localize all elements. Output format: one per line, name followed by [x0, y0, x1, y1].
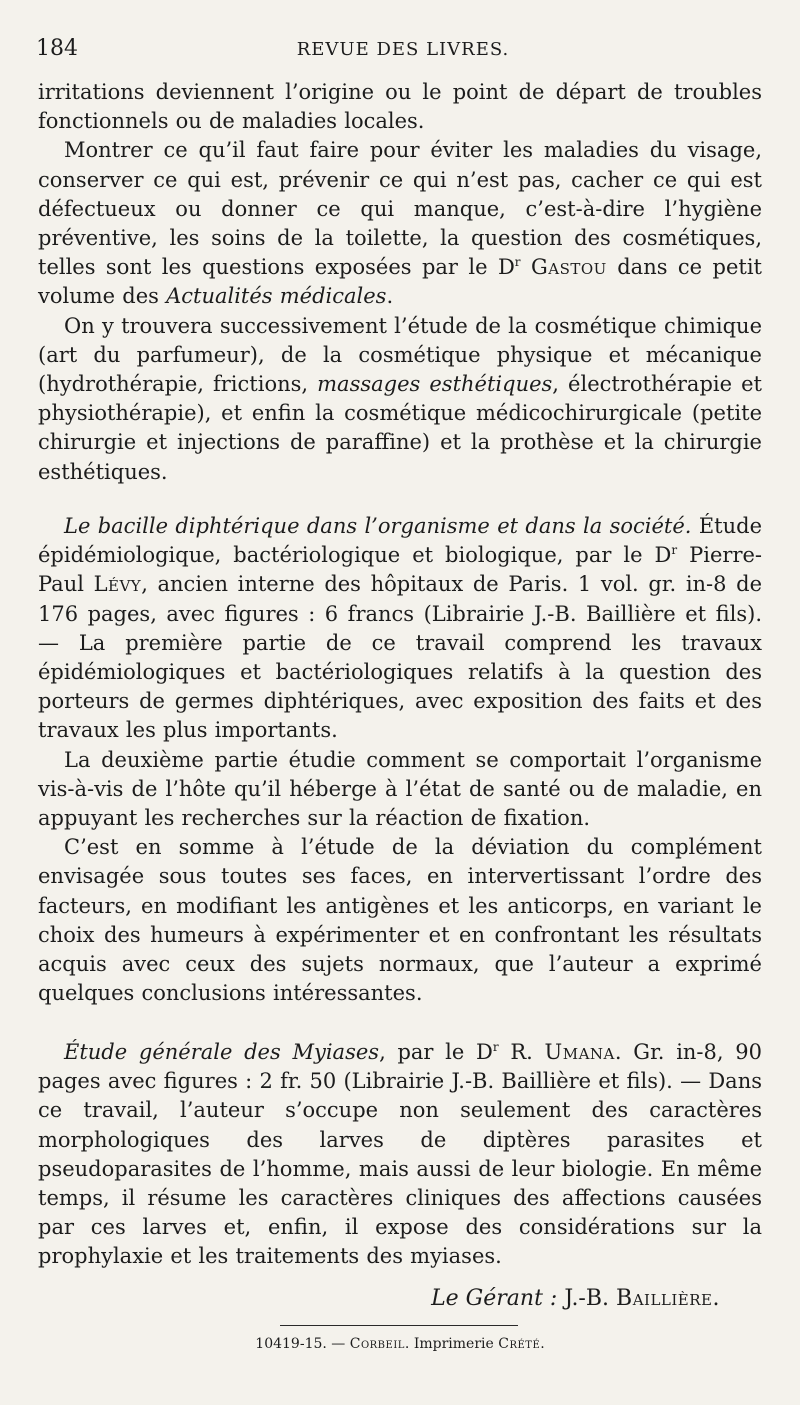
paragraph-levy-conclusion: C’est en somme à l’étude de la déviation du complément envisagée sous toutes ses faces, en intervertissant l’ordre des facteurs, en modifiant les antigènes et les anticorps, en variant le choix des humeurs à expérimenter et en confrontant les résultats acquis avec ceux des sujets normaux, que l’auteur a exprimé quelques conclusions intéressantes.	[38, 835, 762, 1006]
review-entry-levy: Le bacille diphtérique dans l’organisme et dans la société. Étude épidémiologique, bactériologique et biologique, par le $D^r$ Pierre-Paul Lévy, ancien interne des hôpitaux de Paris. 1 vol. gr. in-8 de 176 pages, avec figures : 6 francs (Librairie J.-B. Baillière et fils). — La première partie de ce travail comprend les travaux épidémiologiques et bactériologiques relatifs à la question des porteurs de germes diphtériques, avec exposition des faits et des travaux les plus importants.	[38, 514, 763, 743]
author-name: Gastou	[530, 255, 607, 280]
paragraph-gastou-contents: On y trouvera successivement l’étude de la cosmétique chimique (art du parfumeur), de la cosmétique physique et mécanique (hydrothérapie, frictions, massages esthétiques, électrothérapie et physiothérapie), et enfin la cosmétique médicochirurgicale (petite chirurgie et injections de paraffine) et la prothèse et la chirurgie esthétiques.	[38, 313, 762, 484]
page-number: 184	[36, 36, 78, 61]
book-title: Le bacille diphtérique dans l’organisme et dans la société.	[64, 514, 692, 538]
series-title: Actualités médicales	[166, 284, 387, 309]
review-text-upper	[38, 78, 762, 487]
review-entry-umana: Étude générale des Myiases, par le $D^r$ R. Umana. Gr. in-8, 90 pages avec figures : 2 fr. 50 (Librairie J.-B. Baillière et fils). — Dans ce travail, l’auteur s’occupe non seulement des caractères morphologiques des larves de diptères parasites et pseudoparasites de l’homme, mais aussi de leur biologie. En même temps, il résume les caractères cliniques des affections causées par ces larves et, enfin, il expose des considérations sur la prophylaxie et les traitements des myiases.	[38, 1040, 762, 1269]
signature-line	[431, 1286, 720, 1311]
paragraph-continuation: irritations deviennent l’origine ou le point de départ de troubles fonctionnels ou de maladies locales.	[38, 80, 762, 134]
running-title: REVUE DES LIVRES.	[296, 39, 510, 60]
author-name: Lévy	[93, 572, 142, 597]
signature-name: Baillière.	[616, 1286, 720, 1311]
printer-imprint: 10419-15. — Corbeil. Imprimerie Crété.	[255, 1336, 545, 1352]
page-header	[36, 36, 770, 70]
paragraph-gastou-intro: Montrer ce qu’il faut faire pour éviter les maladies du visage, conserver ce qui est, prévenir ce qui n’est pas, cacher ce qui est défectueux ou donner ce qui manque, c’est-à-dire l’hygiène préventive, les soins de la toilette, la question des cosmétiques, telles sont les questions exposées par le $D^r$ Gastou dans ce petit volume des Actualités médicales.	[38, 138, 762, 309]
author-name: Umana	[544, 1040, 615, 1064]
paragraph-levy-part2: La deuxième partie étudie comment se comportait l’organisme vis-à-vis de l’hôte qu’il héberge à l’état de santé ou de maladie, en appuyant les recherches sur la réaction de fixation.	[38, 747, 762, 831]
signature-label: Le Gérant :	[431, 1286, 558, 1311]
footer-rule	[280, 1325, 518, 1326]
book-title: Étude générale des Myiases	[64, 1040, 380, 1064]
review-text-umana	[38, 1038, 762, 1272]
signature-initials: J.-B.	[564, 1286, 610, 1311]
review-text-levy	[38, 512, 762, 1008]
